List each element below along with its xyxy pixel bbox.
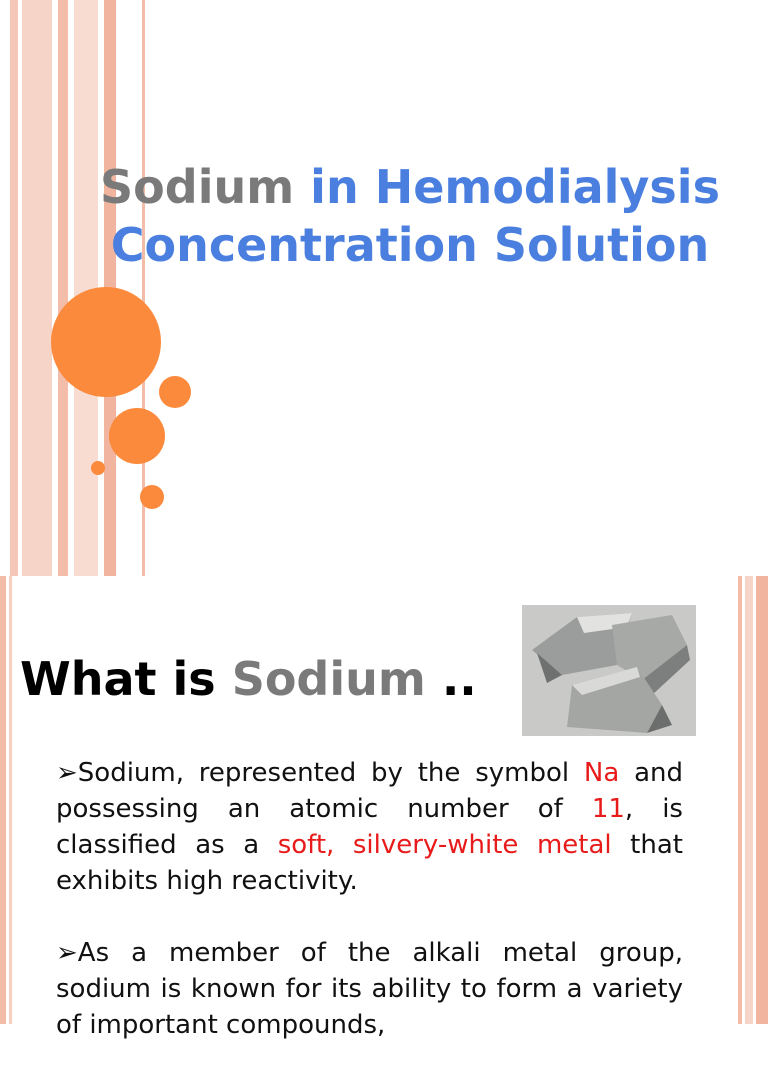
decorative-circle	[109, 408, 165, 464]
left-stripe	[10, 0, 18, 576]
decorative-circle	[51, 287, 161, 397]
slide-title	[60, 158, 760, 274]
body-text: Sodium, represented by the symbol	[77, 758, 584, 788]
bullet-paragraph	[56, 935, 683, 1043]
highlight-description: soft, silvery-white metal	[277, 830, 612, 860]
title-in-hemodialysis: in Hemodialysis	[294, 160, 720, 214]
left-stripe	[58, 0, 68, 576]
right-stripe	[745, 576, 753, 1024]
heading-sodium: Sodium	[231, 652, 426, 706]
slide-body	[56, 755, 683, 1079]
heading-what-is: What is	[20, 652, 232, 706]
right-stripe	[738, 576, 742, 1024]
body-text: As a member of the alkali metal group, sodium is known for its ability to form a variety of important compounds,	[56, 938, 683, 1040]
sodium-metal-photo	[522, 605, 696, 736]
highlight-atomic-number: 11	[591, 794, 625, 824]
sodium-metal-image	[522, 605, 696, 736]
bullet-paragraph	[56, 755, 683, 899]
bullet-marker: ➢	[56, 938, 78, 968]
bullet-marker: ➢	[56, 758, 78, 788]
left-stripe	[0, 576, 6, 1024]
slide-heading	[20, 650, 477, 708]
left-stripe	[9, 576, 12, 1024]
highlight-symbol: Na	[583, 758, 620, 788]
title-concentration-solution: Concentration Solution	[110, 218, 710, 272]
body-text: that exhibits high reactivity.	[56, 830, 683, 896]
left-stripe	[22, 0, 52, 576]
body-text: , is classified as a	[56, 794, 683, 860]
body-text: and possessing an atomic number of	[56, 758, 683, 824]
right-stripe	[756, 576, 768, 1024]
title-sodium: Sodium	[100, 160, 295, 214]
decorative-circle	[91, 461, 105, 475]
heading-ellipsis: ..	[425, 652, 477, 706]
decorative-circle	[159, 376, 191, 408]
decorative-circle	[140, 485, 164, 509]
